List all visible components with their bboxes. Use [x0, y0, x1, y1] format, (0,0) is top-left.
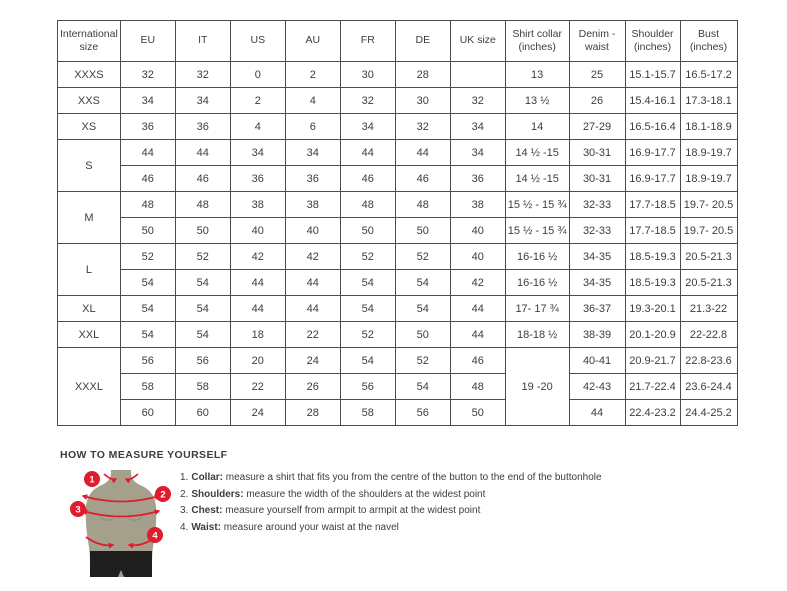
table-cell: 14 ½ -15 [505, 140, 569, 166]
table-cell: 30 [340, 62, 395, 88]
measure-section [60, 449, 787, 591]
table-cell: 60 [175, 400, 230, 426]
table-row [58, 218, 738, 244]
table-cell: 6 [285, 114, 340, 140]
table-cell: 0 [230, 62, 285, 88]
table-cell: 18.5-19.3 [625, 244, 680, 270]
table-row [58, 270, 738, 296]
column-header: AU [285, 21, 340, 62]
table-cell: 58 [120, 374, 175, 400]
table-cell: 18.9-19.7 [680, 166, 737, 192]
measure-list [180, 472, 602, 591]
table-cell: 46 [175, 166, 230, 192]
size-label-s: S [58, 140, 121, 192]
table-cell: 18.9-19.7 [680, 140, 737, 166]
table-cell: 40 [285, 218, 340, 244]
table-cell: 34 [450, 140, 505, 166]
size-label-xs: XS [58, 114, 121, 140]
table-cell: 38 [285, 192, 340, 218]
size-label-m: M [58, 192, 121, 244]
table-cell: 46 [340, 166, 395, 192]
table-cell: 48 [175, 192, 230, 218]
table-cell: 20.5-21.3 [680, 244, 737, 270]
column-header: Bust (inches) [680, 21, 737, 62]
table-cell: 4 [230, 114, 285, 140]
collar-merged-cell: 19 -20 [505, 348, 569, 426]
table-cell: 42 [285, 244, 340, 270]
table-cell: 34-35 [569, 270, 625, 296]
column-header: International size [58, 21, 121, 62]
table-cell: 36 [450, 166, 505, 192]
table-cell: 27-29 [569, 114, 625, 140]
table-cell: 54 [340, 348, 395, 374]
table-cell: 19.7- 20.5 [680, 192, 737, 218]
table-cell: 32 [340, 88, 395, 114]
table-cell: 60 [120, 400, 175, 426]
table-row [58, 192, 738, 218]
table-cell: 15.1-15.7 [625, 62, 680, 88]
size-chart-table [57, 20, 738, 426]
table-cell: 50 [450, 400, 505, 426]
table-cell: 2 [285, 62, 340, 88]
table-cell: 36 [230, 166, 285, 192]
table-cell: 16.9-17.7 [625, 140, 680, 166]
table-cell: 22 [285, 322, 340, 348]
table-cell: 44 [120, 140, 175, 166]
table-cell: 44 [395, 140, 450, 166]
table-cell: 56 [120, 348, 175, 374]
size-label-xxxl: XXXL [58, 348, 121, 426]
table-cell: 36-37 [569, 296, 625, 322]
table-cell: 44 [569, 400, 625, 426]
badge-1-number: 1 [89, 474, 95, 486]
instruction-number: 1. [180, 472, 189, 483]
table-cell: 54 [120, 296, 175, 322]
table-cell: 15.4-16.1 [625, 88, 680, 114]
table-cell: 23.6-24.4 [680, 374, 737, 400]
table-row [58, 88, 738, 114]
table-cell: 32 [175, 62, 230, 88]
instruction-text: measure around your waist at the navel [220, 521, 399, 533]
table-cell: 16-16 ½ [505, 270, 569, 296]
table-cell: 26 [569, 88, 625, 114]
table-cell: 42 [450, 270, 505, 296]
table-cell: 18 [230, 322, 285, 348]
column-header: IT [175, 21, 230, 62]
table-cell: 38 [450, 192, 505, 218]
table-cell: 48 [450, 374, 505, 400]
table-cell: 32 [395, 114, 450, 140]
table-row [58, 114, 738, 140]
table-cell: 56 [340, 374, 395, 400]
instruction-label: Collar: [191, 472, 224, 483]
column-header: FR [340, 21, 395, 62]
table-cell: 22.4-23.2 [625, 400, 680, 426]
table-cell: 40-41 [569, 348, 625, 374]
table-cell: 14 [505, 114, 569, 140]
column-header: Denim - waist [569, 21, 625, 62]
table-cell: 32 [120, 62, 175, 88]
table-cell: 34 [120, 88, 175, 114]
table-cell: 44 [230, 270, 285, 296]
table-cell: 54 [120, 270, 175, 296]
table-cell: 20.1-20.9 [625, 322, 680, 348]
table-cell: 58 [340, 400, 395, 426]
table-row [58, 322, 738, 348]
table-cell: 22 [230, 374, 285, 400]
table-cell: 18-18 ½ [505, 322, 569, 348]
table-cell: 13 ½ [505, 88, 569, 114]
table-cell: 13 [505, 62, 569, 88]
table-row [58, 296, 738, 322]
table-cell: 44 [340, 140, 395, 166]
table-cell: 40 [450, 244, 505, 270]
table-cell: 50 [175, 218, 230, 244]
size-label-l: L [58, 244, 121, 296]
table-cell: 30-31 [569, 140, 625, 166]
table-cell: 54 [395, 374, 450, 400]
table-cell: 54 [175, 296, 230, 322]
table-cell: 52 [340, 322, 395, 348]
table-cell: 19.3-20.1 [625, 296, 680, 322]
table-cell: 56 [395, 400, 450, 426]
table-row [58, 348, 738, 374]
table-cell: 21.7-22.4 [625, 374, 680, 400]
instruction-number: 3. [180, 505, 189, 516]
table-cell: 20.9-21.7 [625, 348, 680, 374]
table-cell: 52 [340, 244, 395, 270]
table-cell: 44 [450, 296, 505, 322]
table-cell: 46 [395, 166, 450, 192]
table-cell: 46 [450, 348, 505, 374]
size-label-xl: XL [58, 296, 121, 322]
badge-2-number: 2 [160, 489, 166, 501]
size-label-xxxs: XXXS [58, 62, 121, 88]
table-row [58, 374, 738, 400]
table-cell: 15 ½ - 15 ¾ [505, 192, 569, 218]
table-cell: 2 [230, 88, 285, 114]
size-label-xxl: XXL [58, 322, 121, 348]
badge-4-number: 4 [152, 530, 158, 542]
column-header: DE [395, 21, 450, 62]
table-row [58, 400, 738, 426]
table-cell: 44 [175, 140, 230, 166]
instruction-label: Shoulders: [191, 488, 244, 500]
table-cell: 54 [175, 270, 230, 296]
table-cell: 14 ½ -15 [505, 166, 569, 192]
table-cell: 56 [175, 348, 230, 374]
table-cell: 32 [450, 88, 505, 114]
table-cell: 17.7-18.5 [625, 218, 680, 244]
table-cell: 28 [395, 62, 450, 88]
table-cell: 30 [395, 88, 450, 114]
table-cell: 52 [175, 244, 230, 270]
table-cell: 34 [340, 114, 395, 140]
table-cell: 32-33 [569, 218, 625, 244]
measure-heading: HOW TO MEASURE YOURSELF [60, 449, 228, 461]
measure-instruction [180, 489, 602, 500]
badge-3-number: 3 [75, 504, 81, 516]
table-cell: 18.1-18.9 [680, 114, 737, 140]
table-cell: 20 [230, 348, 285, 374]
table-cell: 44 [285, 270, 340, 296]
table-cell: 38-39 [569, 322, 625, 348]
table-cell: 52 [395, 244, 450, 270]
table-cell: 18.5-19.3 [625, 270, 680, 296]
table-cell: 50 [340, 218, 395, 244]
table-cell: 30-31 [569, 166, 625, 192]
table-cell: 54 [340, 296, 395, 322]
column-header: EU [120, 21, 175, 62]
instruction-label: Chest: [191, 505, 223, 516]
measure-instruction [180, 505, 602, 516]
table-row [58, 244, 738, 270]
instruction-text: measure the width of the shoulders at the widest point [243, 488, 486, 500]
table-cell: 40 [450, 218, 505, 244]
table-cell: 48 [340, 192, 395, 218]
size-label-xxs: XXS [58, 88, 121, 114]
table-cell: 24 [230, 400, 285, 426]
table-cell: 16.9-17.7 [625, 166, 680, 192]
instruction-number: 4. [180, 521, 189, 533]
table-cell: 32-33 [569, 192, 625, 218]
table-cell: 50 [120, 218, 175, 244]
instruction-text: measure yourself from armpit to armpit at the widest point [222, 505, 481, 516]
table-cell: 44 [230, 296, 285, 322]
table-cell: 34-35 [569, 244, 625, 270]
table-cell: 44 [450, 322, 505, 348]
table-cell: 50 [395, 218, 450, 244]
table-cell: 17.3-18.1 [680, 88, 737, 114]
column-header: UK size [450, 21, 505, 62]
instruction-text: measure a shirt that fits you from the centre of the button to the end of the buttonhole [223, 472, 602, 483]
mannequin-figure [60, 467, 180, 591]
table-cell: 20.5-21.3 [680, 270, 737, 296]
table-cell: 16-16 ½ [505, 244, 569, 270]
table-cell: 17- 17 ¾ [505, 296, 569, 322]
column-header: Shirt collar (inches) [505, 21, 569, 62]
table-cell: 15 ½ - 15 ¾ [505, 218, 569, 244]
table-row [58, 62, 738, 88]
table-cell: 34 [285, 140, 340, 166]
table-cell: 36 [120, 114, 175, 140]
table-row [58, 140, 738, 166]
table-cell: 54 [395, 296, 450, 322]
table-cell: 48 [395, 192, 450, 218]
table-header-row [58, 21, 738, 62]
table-cell: 44 [285, 296, 340, 322]
table-cell: 48 [120, 192, 175, 218]
table-cell: 16.5-16.4 [625, 114, 680, 140]
table-cell: 16.5-17.2 [680, 62, 737, 88]
table-row [58, 166, 738, 192]
table-cell: 19.7- 20.5 [680, 218, 737, 244]
table-cell: 25 [569, 62, 625, 88]
table-cell: 21.3-22 [680, 296, 737, 322]
table-cell: 26 [285, 374, 340, 400]
table-cell: 34 [450, 114, 505, 140]
instruction-number: 2. [180, 488, 189, 500]
table-cell: 46 [120, 166, 175, 192]
table-cell: 38 [230, 192, 285, 218]
table-cell: 54 [395, 270, 450, 296]
table-cell: 52 [395, 348, 450, 374]
table-cell: 34 [230, 140, 285, 166]
table-cell: 54 [120, 322, 175, 348]
table-cell: 36 [175, 114, 230, 140]
table-cell: 17.7-18.5 [625, 192, 680, 218]
table-cell: 42-43 [569, 374, 625, 400]
mannequin-illustration [60, 467, 180, 586]
table-cell: 40 [230, 218, 285, 244]
table-cell: 54 [175, 322, 230, 348]
table-cell: 42 [230, 244, 285, 270]
table-cell: 22-22.8 [680, 322, 737, 348]
table-cell: 36 [285, 166, 340, 192]
table-body [58, 62, 738, 426]
table-cell: 54 [340, 270, 395, 296]
table-cell: 34 [175, 88, 230, 114]
column-header: US [230, 21, 285, 62]
measure-instruction [180, 522, 602, 533]
table-cell [450, 62, 505, 88]
column-header: Shoulder (inches) [625, 21, 680, 62]
table-cell: 28 [285, 400, 340, 426]
table-cell: 58 [175, 374, 230, 400]
table-cell: 24.4-25.2 [680, 400, 737, 426]
measure-instruction [180, 472, 602, 483]
instruction-label: Waist: [191, 521, 221, 533]
table-cell: 22.8-23.6 [680, 348, 737, 374]
table-cell: 24 [285, 348, 340, 374]
table-cell: 4 [285, 88, 340, 114]
table-cell: 50 [395, 322, 450, 348]
table-cell: 52 [120, 244, 175, 270]
